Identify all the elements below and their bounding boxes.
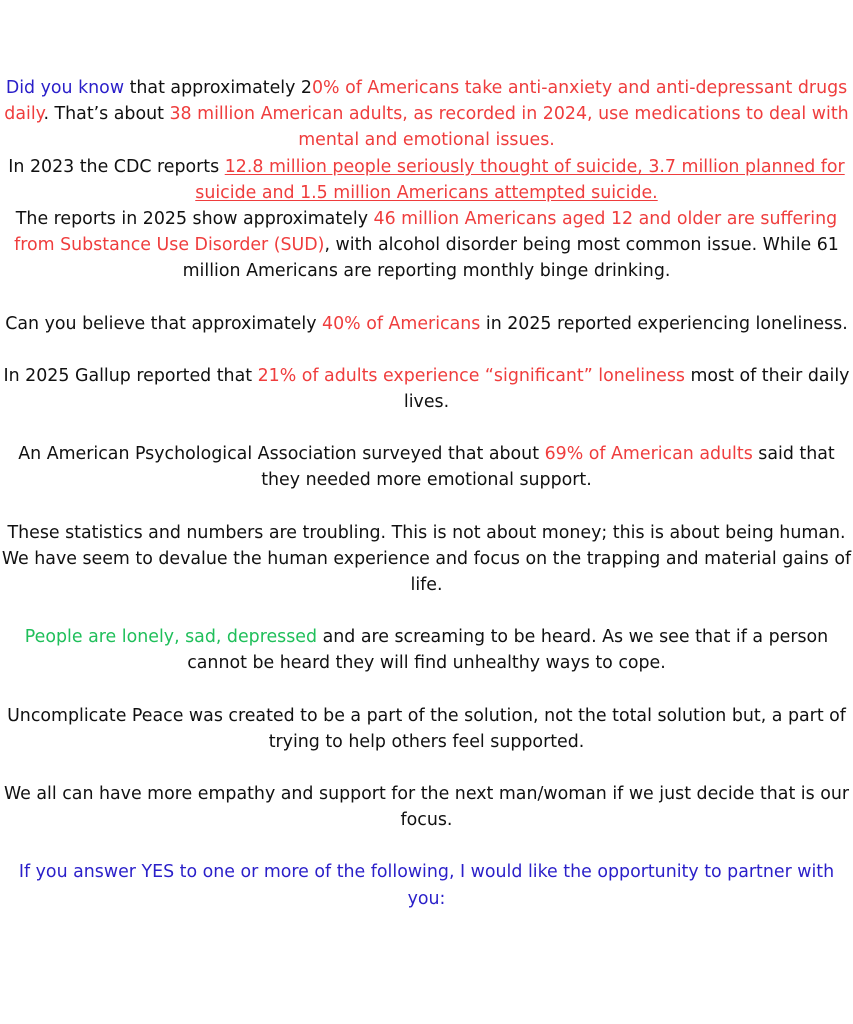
paragraph-medication-stats <box>0 75 853 154</box>
text-run: in 2025 reported experiencing loneliness. <box>480 313 848 334</box>
text-run: and are screaming to be heard. As we see that if a person cannot be heard they will find unhealthy ways to cope. <box>187 627 829 674</box>
highlight-anti-anxiety-stat: 0% of Americans take anti-anxiety and anti-depressant drugs daily <box>4 78 848 125</box>
text-run: The reports in 2025 show approximately <box>15 209 374 230</box>
did-you-know-phrase: Did you know <box>5 78 125 98</box>
text-run: In 2025 Gallup reported that <box>3 365 258 386</box>
paragraph-partner-invitation: If you answer YES to one or more of the following, I would like the opportunity to partner with you: <box>18 862 835 909</box>
paragraph-troubling-statistics: These statistics and numbers are troubling. This is not about money; this is about being human. We have seem to devalue the human experience and focus on the trapping and material gains of life. <box>1 522 852 596</box>
highlight-lonely-phrase: People are lonely, sad, depressed <box>24 627 318 648</box>
paragraph-lonely-people <box>0 624 853 676</box>
paragraph-gallup-stat <box>0 363 853 415</box>
paragraph-uncomplicate-peace: Uncomplicate Peace was created to be a part of the solution, not the total solution but, a part of trying to help others feel supported. <box>7 705 846 752</box>
paragraph-loneliness-stat <box>0 311 853 337</box>
suicide-stats-link[interactable]: 12.8 million people seriously thought of suicide, 3.7 million planned for suicide and 1.5 million Americans attempted suicide. <box>195 156 845 203</box>
highlight-sud-stat: 46 million Americans aged 12 and older are suffering from Substance Use Disorder (SUD) <box>14 209 838 256</box>
text-run: An American Psychological Association surveyed that about <box>18 444 545 465</box>
highlight-gallup-stat: 21% of adults experience “significant” loneliness <box>257 365 685 386</box>
highlight-loneliness-stat: 40% of Americans <box>322 313 481 334</box>
text-run: said that they needed more emotional support. <box>261 444 835 491</box>
highlight-apa-stat: 69% of American adults <box>544 444 753 465</box>
highlight-medication-stat: 38 million American adults, as recorded in 2024, use medications to deal with mental and emotional issues. <box>169 104 849 151</box>
text-run: In 2023 the CDC reports <box>8 156 225 177</box>
paragraph-apa-stat <box>0 441 853 493</box>
paragraph-sud-stats <box>0 206 853 285</box>
text-run: , with alcohol disorder being most common issue. While 61 million Americans are reporting monthly binge drinking. <box>182 235 839 282</box>
paragraph-empathy: We all can have more empathy and support for the next man/woman if we just decide that is our focus. <box>3 784 850 831</box>
text-run: . That’s about <box>43 104 170 125</box>
text-run: most of their daily lives. <box>403 365 850 413</box>
text-run: that approximately 2 <box>124 78 312 98</box>
paragraph-suicide-stats <box>0 154 853 206</box>
text-run: Can you believe that approximately <box>5 313 323 334</box>
